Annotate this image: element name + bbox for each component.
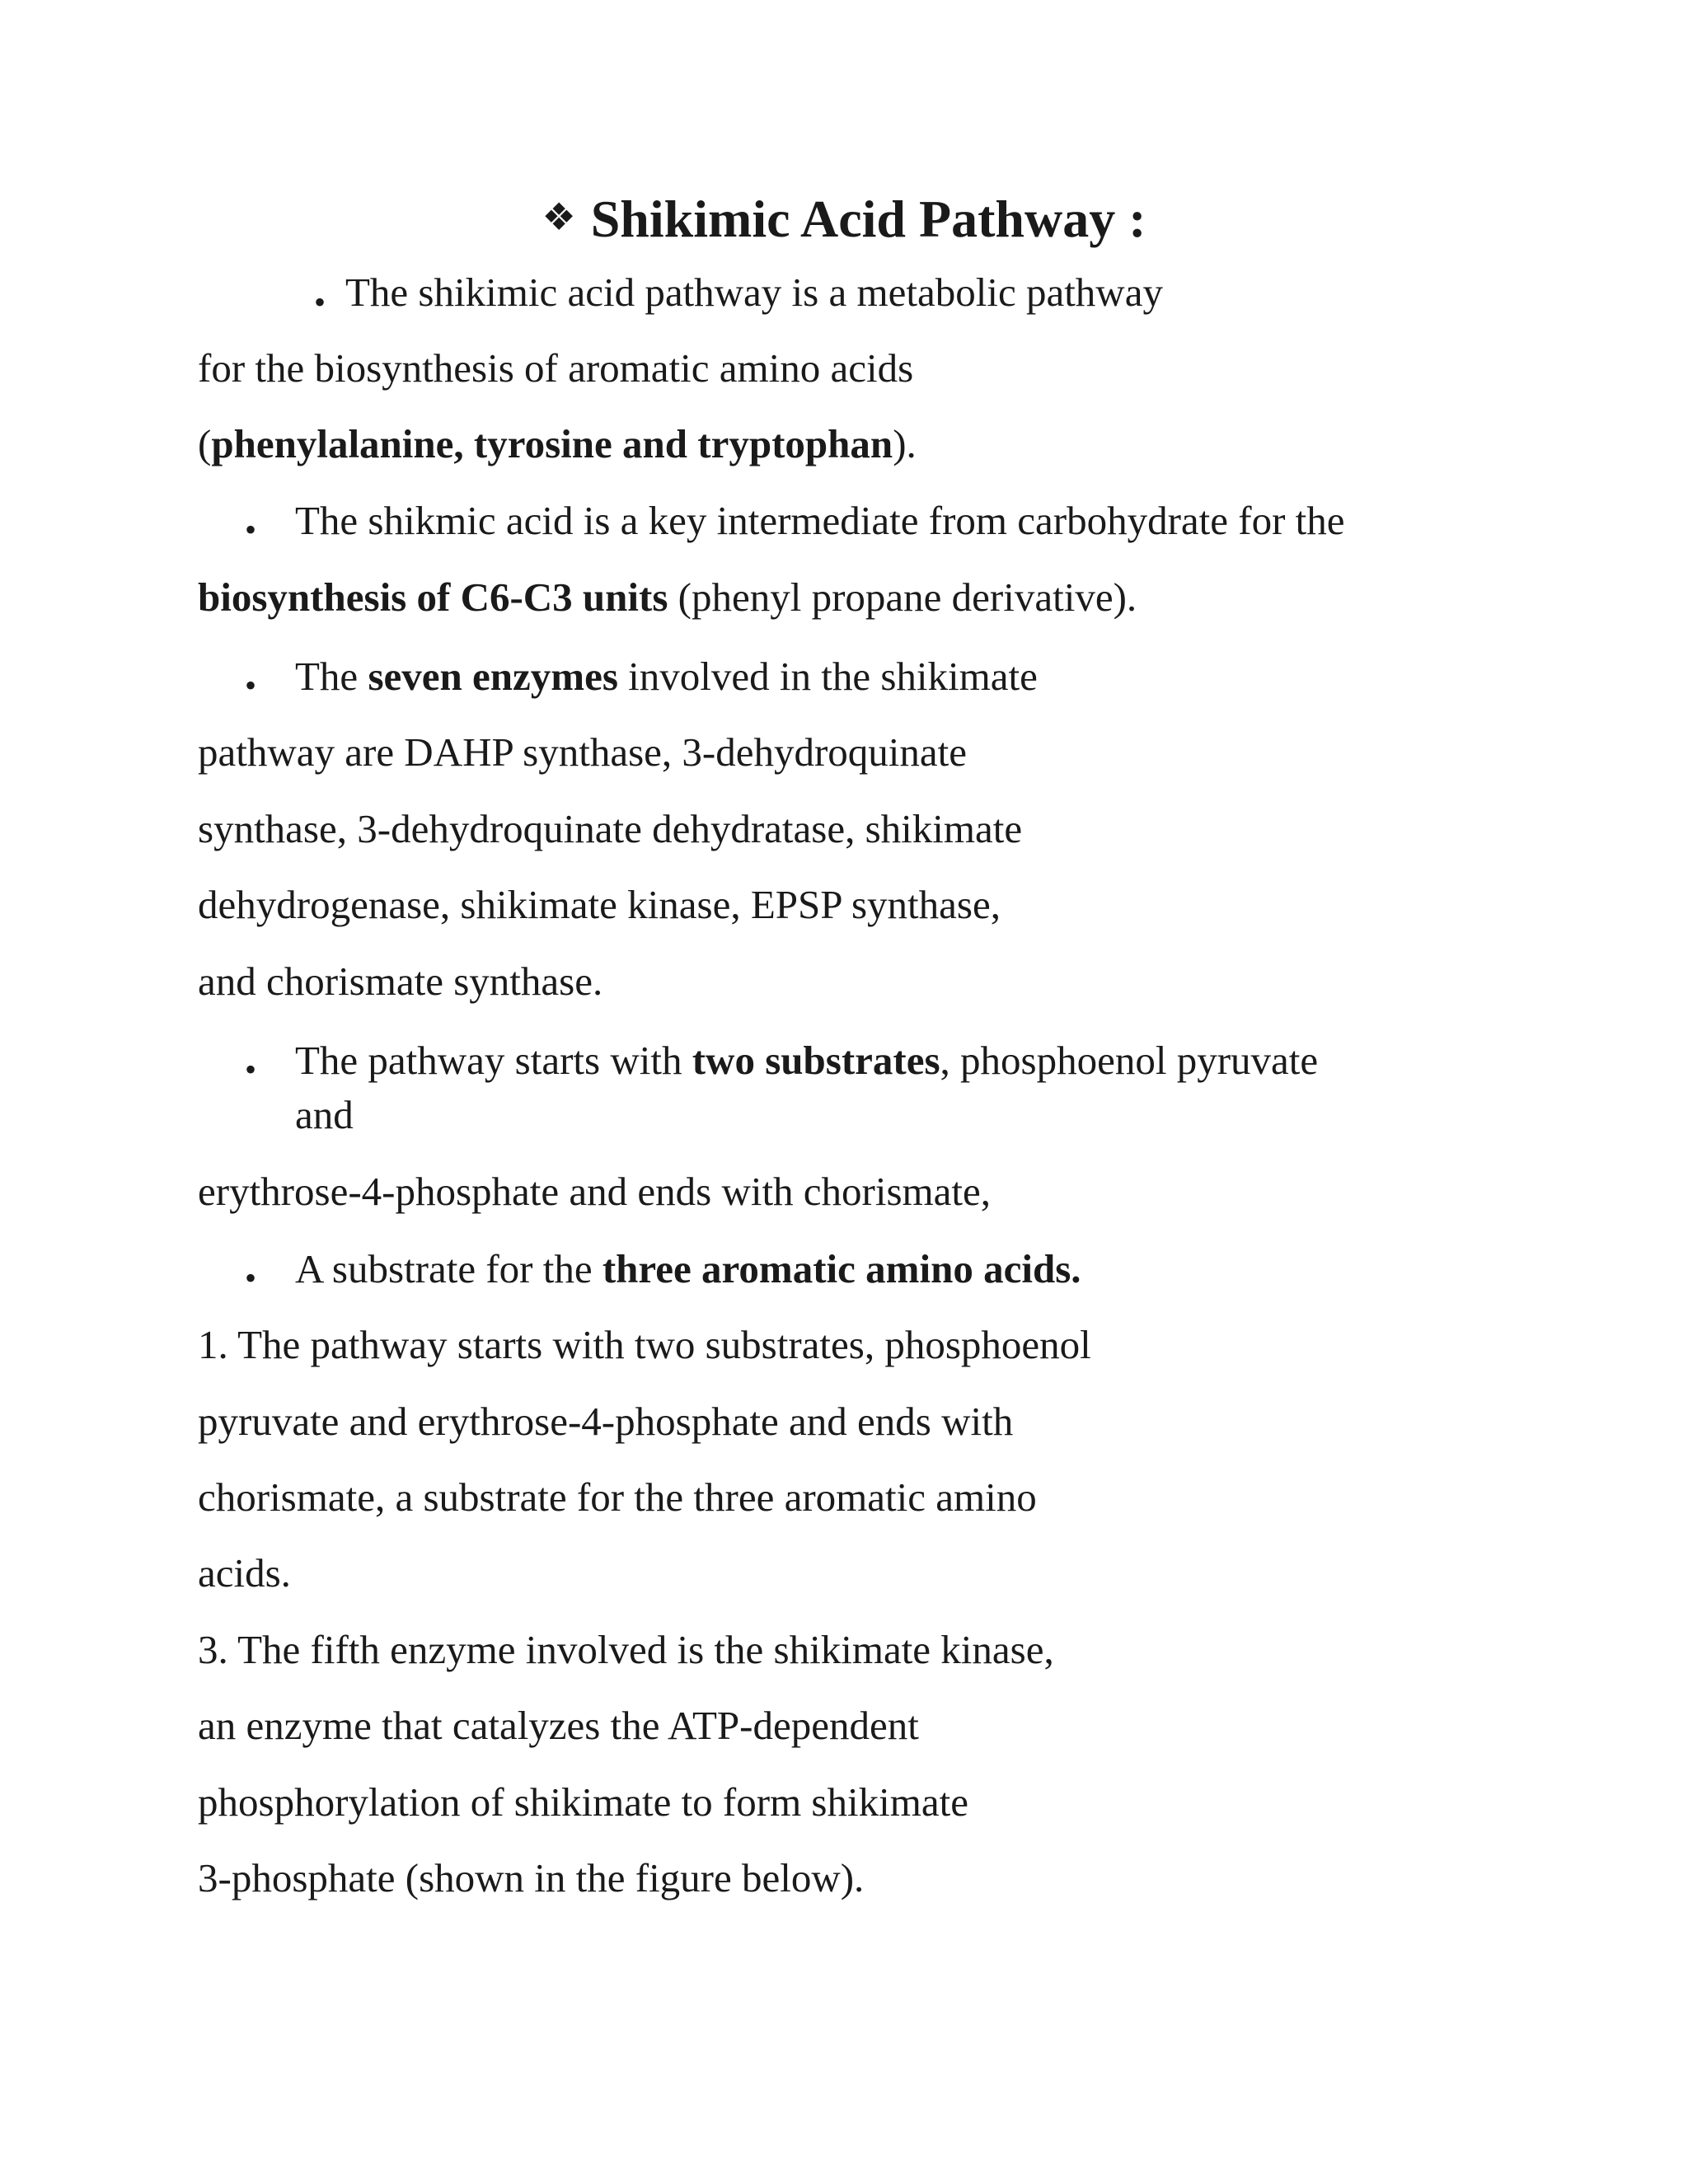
bullet-1-line-2: for the biosynthesis of aromatic amino acids — [198, 345, 914, 391]
bullet-5-line-1 — [295, 1246, 1081, 1292]
bullet-1-line-1: The shikimic acid pathway is a metabolic pathway — [345, 269, 1163, 315]
page-title — [0, 188, 1688, 251]
bullet-3-line-1 — [295, 654, 1038, 700]
text-run: (phenyl propane derivative). — [668, 574, 1137, 620]
bullet-marker: • — [245, 1051, 257, 1088]
paren-close: ). — [893, 421, 917, 466]
bullet-2-line-2 — [198, 574, 1137, 621]
page-title-text: Shikimic Acid Pathway : — [590, 190, 1146, 248]
item-1-line-4: acids. — [198, 1550, 291, 1596]
item-1-line-2: pyruvate and erythrose-4-phosphate and ends with — [198, 1399, 1014, 1444]
item-1-line-3: chorismate, a substrate for the three aromatic amino — [198, 1474, 1037, 1520]
bullet-4-line-2: and — [295, 1092, 354, 1137]
text-run: , phosphoenol pyruvate — [940, 1038, 1319, 1083]
bullet-2-line-1: The shikmic acid is a key intermediate from carbohydrate for the — [295, 498, 1345, 543]
text-run: involved in the shikimate — [617, 654, 1038, 699]
bullet-4-line-3: erythrose-4-phosphate and ends with chorismate, — [198, 1169, 992, 1214]
bullet-3-line-2: pathway are DAHP synthase, 3-dehydroquinate — [198, 729, 968, 775]
bullet-marker: • — [245, 667, 257, 704]
item-3-line-2: an enzyme that catalyzes the ATP-dependent — [198, 1703, 919, 1748]
paren-open: ( — [198, 421, 212, 466]
bold-phrase: two substrates — [692, 1038, 940, 1083]
text-run: The pathway starts with — [295, 1038, 692, 1083]
text-run: A substrate for the — [295, 1246, 603, 1291]
bullet-4-line-1 — [295, 1038, 1318, 1084]
bullet-3-line-4: dehydrogenase, shikimate kinase, EPSP synthase, — [198, 882, 1001, 927]
bold-phrase: biosynthesis of C6-C3 units — [198, 574, 668, 620]
bullet-1-line-3 — [198, 421, 917, 467]
item-3-line-3: phosphorylation of shikimate to form shikimate — [198, 1779, 968, 1825]
bullet-3-line-3: synthase, 3-dehydroquinate dehydratase, shikimate — [198, 806, 1023, 851]
bold-phrase: three aromatic amino acids. — [602, 1246, 1081, 1291]
bullet-3-line-5: and chorismate synthase. — [198, 958, 603, 1004]
item-1-line-1: 1. The pathway starts with two substrates, phosphoenol — [198, 1322, 1091, 1367]
item-3-line-1: 3. The fifth enzyme involved is the shikimate kinase, — [198, 1627, 1054, 1672]
four-diamond-icon: ❖ — [542, 196, 576, 238]
amino-acid-list: phenylalanine, tyrosine and tryptophan — [211, 421, 893, 466]
bullet-marker: • — [314, 284, 326, 321]
bullet-marker: • — [245, 511, 257, 548]
bullet-marker: • — [245, 1259, 257, 1296]
text-run: The — [295, 654, 368, 699]
item-3-line-4: 3-phosphate (shown in the figure below). — [198, 1855, 865, 1900]
bold-phrase: seven enzymes — [368, 654, 618, 699]
